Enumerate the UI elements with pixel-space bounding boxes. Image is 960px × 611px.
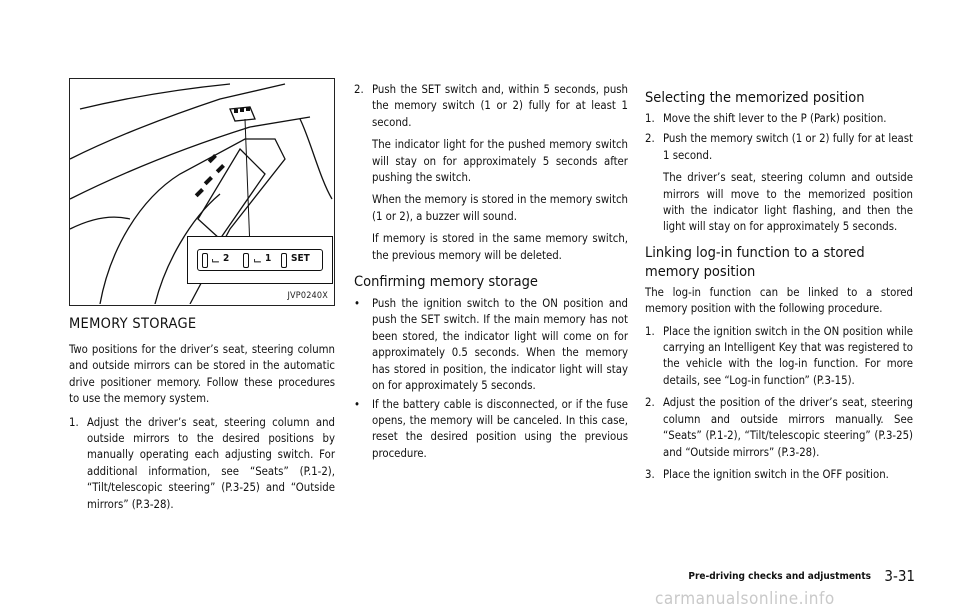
section-heading: Confirming memory storage bbox=[354, 274, 538, 291]
bullet-item bbox=[354, 296, 628, 394]
list-number: 1. bbox=[69, 415, 79, 429]
figure-code: JVP0240X bbox=[287, 291, 328, 301]
section-label: Pre-driving checks and adjustments bbox=[688, 571, 871, 582]
list-item bbox=[354, 82, 628, 131]
list-text: Push the SET switch and, within 5 seconds, push the memory switch (1 or 2) fully for at least 1 second. bbox=[372, 83, 628, 129]
paragraph: The log-in function can be linked to a stored memory position with the following procedure. bbox=[645, 285, 913, 316]
indicator-light-set bbox=[281, 253, 287, 268]
list-item bbox=[645, 111, 913, 127]
sub-paragraph: When the memory is stored in the memory switch (1 or 2), a buzzer will sound. bbox=[372, 193, 628, 223]
watermark: carmanualsonline.info bbox=[655, 589, 835, 609]
list-text: Place the ignition switch in the OFF position. bbox=[663, 467, 889, 481]
list-number: 1. bbox=[645, 112, 655, 125]
list-item bbox=[645, 395, 913, 461]
list-text: Place the ignition switch in the ON position while carrying an Intelligent Key that was registered to the vehicle with the log-in function. For more details, see “Log-in function” (P.3-15). bbox=[663, 324, 913, 387]
column-3 bbox=[645, 89, 913, 483]
list-item bbox=[645, 467, 913, 483]
list-item bbox=[645, 324, 913, 390]
page-footer bbox=[645, 567, 915, 587]
intro-paragraph: Two positions for the driver’s seat, steering column and outside mirrors can be stored in the automatic drive positioner memory. Follow these procedures to use the memory system. bbox=[69, 343, 335, 406]
memory-switch-1-label: 1 bbox=[265, 253, 272, 264]
list-text: Move the shift lever to the P (Park) position. bbox=[663, 112, 887, 125]
section-heading: Selecting the memorized position bbox=[645, 90, 865, 106]
seat-icon: ⌙ bbox=[211, 253, 221, 267]
bullet-mark: • bbox=[354, 297, 360, 311]
column-1 bbox=[69, 342, 335, 513]
list-number: 3. bbox=[645, 467, 655, 481]
list-item bbox=[69, 415, 335, 513]
section-heading: Linking log-in function to a stored memory position bbox=[645, 244, 865, 280]
page-title: MEMORY STORAGE bbox=[69, 316, 197, 332]
sub-paragraph: The indicator light for the pushed memory switch will stay on for approximately 5 seconds after pushing the switch. bbox=[372, 138, 628, 185]
set-switch-label: SET bbox=[291, 253, 310, 264]
seat-icon: ⌙ bbox=[253, 253, 263, 267]
list-number: 2. bbox=[645, 132, 655, 146]
indicator-light-2 bbox=[202, 253, 208, 268]
list-number: 2. bbox=[354, 83, 364, 96]
door-panel-figure bbox=[69, 78, 335, 306]
bullet-item bbox=[354, 397, 628, 463]
list-text: Adjust the position of the driver’s seat, steering column and outside mirrors manually. See “Seats” (P.1-2), “Tilt/telescopic steering” (P.3-25) and “Outside mirrors” (P.3-28). bbox=[663, 396, 913, 459]
memory-switch-panel bbox=[197, 249, 323, 271]
memory-switch-inset bbox=[187, 236, 333, 284]
sub-paragraph: If memory is stored in the same memory switch, the previous memory will be deleted. bbox=[372, 232, 628, 262]
memory-switch-2-label: 2 bbox=[223, 253, 230, 264]
list-text: Push the memory switch (1 or 2) fully for at least 1 second. bbox=[663, 132, 913, 162]
indicator-light-1 bbox=[243, 253, 249, 268]
list-number: 2. bbox=[645, 396, 655, 410]
column-2 bbox=[354, 82, 628, 462]
sub-paragraph: The driver’s seat, steering column and outside mirrors will move to the memorized position with the indicator light flashing, and then the light will stay on for approximately 5 seconds. bbox=[663, 171, 913, 234]
bullet-text: If the battery cable is disconnected, or if the fuse opens, the memory will be canceled. In this case, reset the desired position using the previous procedure. bbox=[372, 397, 628, 460]
list-item bbox=[645, 131, 913, 164]
list-text: Adjust the driver’s seat, steering column and outside mirrors to the desired positions by manually operating each adjusting switch. For additional information, see “Seats” (P.1-2), “Tilt/telescopic steering” (P.3-25) and “Outside mirrors” (P.3-28). bbox=[87, 415, 335, 511]
bullet-mark: • bbox=[354, 397, 360, 411]
list-number: 1. bbox=[645, 324, 655, 338]
page-number: 3-31 bbox=[884, 567, 915, 585]
bullet-text: Push the ignition switch to the ON position and push the SET switch. If the main memory has not been stored, the indicator light will come on for approximately 0.5 seconds. When the memory has stored in position, the indicator light will stay on for approximately 5 seconds. bbox=[372, 297, 628, 393]
